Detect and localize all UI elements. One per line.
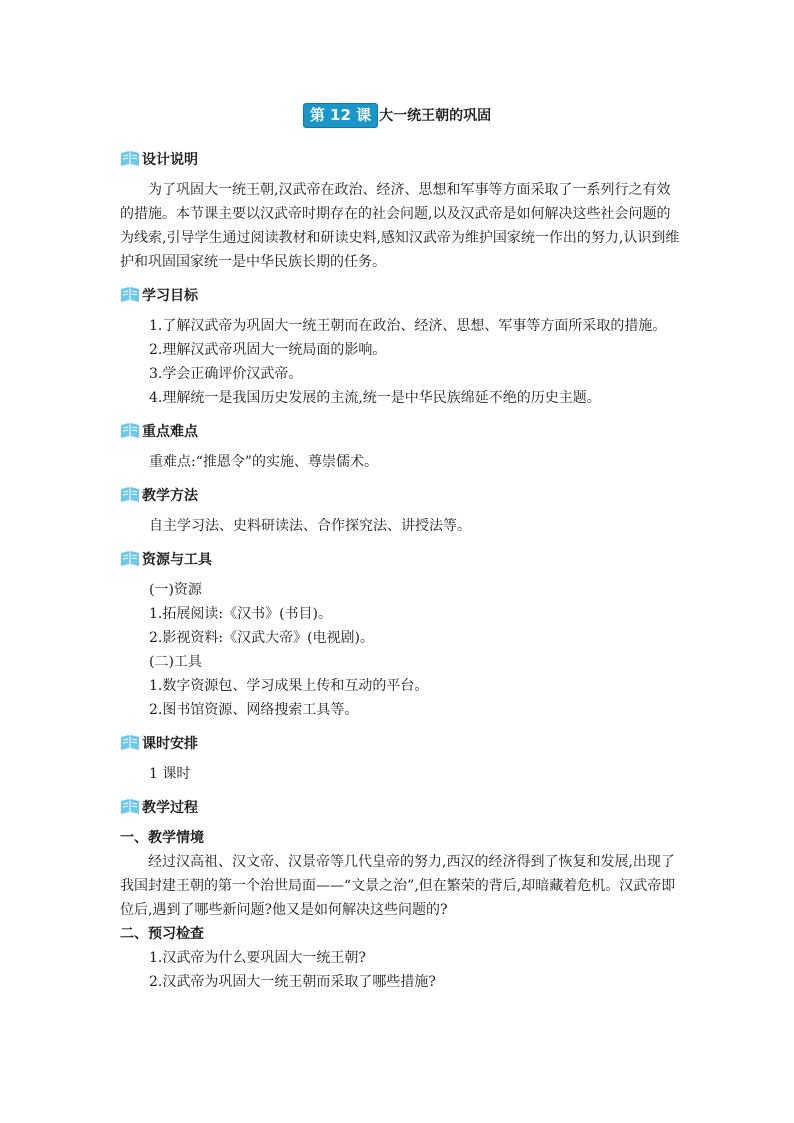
lesson-number-badge: 第 12 课: [303, 103, 378, 128]
book-icon: [120, 798, 140, 816]
section-title: 设计说明: [142, 152, 198, 168]
goal-item: 2.理解汉武帝巩固大一统局面的影响。: [149, 342, 387, 358]
process-scenario-text: 经过汉高祖、汉文帝、汉景帝等几代皇帝的努力,西汉的经济得到了恢复和发展,出现了我国封建王朝的第一个治世局面——“文景之治”,但在繁荣的背后,却暗藏着危机。汉武帝即位后,遇到了哪些新问题?他又是如何解决这些问题的?: [120, 854, 676, 918]
book-icon: [120, 150, 140, 168]
resource-line: 1.拓展阅读:《汉书》(书目)。: [149, 606, 332, 622]
preview-question: 1.汉武帝为什么要巩固大一统王朝?: [149, 950, 366, 966]
process-part-heading: 一、教学情境: [120, 830, 204, 846]
section-heading-schedule: [120, 730, 680, 756]
section-heading-design: [120, 146, 680, 172]
lesson-content: [120, 146, 680, 994]
section-title: 教学过程: [142, 800, 198, 816]
section-heading-resources: [120, 546, 680, 572]
book-icon: [120, 422, 140, 440]
lesson-header: [0, 103, 794, 128]
book-icon: [120, 550, 140, 568]
resource-line: 2.影视资料:《汉武大帝》(电视剧)。: [149, 630, 374, 646]
section-title: 资源与工具: [142, 552, 212, 568]
key-points-text: 重难点:“推恩令”的实施、尊崇儒术。: [149, 454, 379, 470]
preview-question: 2.汉武帝为巩固大一统王朝而采取了哪些措施?: [149, 974, 436, 990]
section-heading-process: [120, 794, 680, 820]
resource-line: 1.数字资源包、学习成果上传和互动的平台。: [149, 678, 429, 694]
schedule-text: 1 课时: [149, 766, 191, 782]
section-title: 重点难点: [142, 424, 198, 440]
section-heading-key-points: [120, 418, 680, 444]
section-title: 课时安排: [142, 736, 198, 752]
book-icon: [120, 734, 140, 752]
section-heading-methods: [120, 482, 680, 508]
resource-line: (二)工具: [149, 654, 202, 670]
process-part-heading: 二、预习检查: [120, 926, 204, 942]
goal-item: 4.理解统一是我国历史发展的主流,统一是中华民族绵延不绝的历史主题。: [149, 390, 601, 406]
section-heading-goals: [120, 282, 680, 308]
design-description: 为了巩固大一统王朝,汉武帝在政治、经济、思想和军事等方面采取了一系列行之有效的措施。本节课主要以汉武帝时期存在的社会问题,以及汉武帝是如何解决这些社会问题的为线索,引导学生通过阅读教材和研读史料,感知汉武帝为维护国家统一作出的努力,认识到维护和巩固国家统一是中华民族长期的任务。: [120, 182, 680, 270]
methods-text: 自主学习法、史料研读法、合作探究法、讲授法等。: [149, 518, 471, 534]
resource-line: (一)资源: [149, 582, 202, 598]
goal-item: 1.了解汉武帝为巩固大一统王朝而在政治、经济、思想、军事等方面所采取的措施。: [149, 318, 667, 334]
goal-item: 3.学会正确评价汉武帝。: [149, 366, 303, 382]
book-icon: [120, 486, 140, 504]
section-title: 学习目标: [142, 288, 198, 304]
lesson-title: 大一统王朝的巩固: [379, 107, 492, 124]
book-icon: [120, 286, 140, 304]
section-title: 教学方法: [142, 488, 198, 504]
resource-line: 2.图书馆资源、网络搜索工具等。: [149, 702, 359, 718]
